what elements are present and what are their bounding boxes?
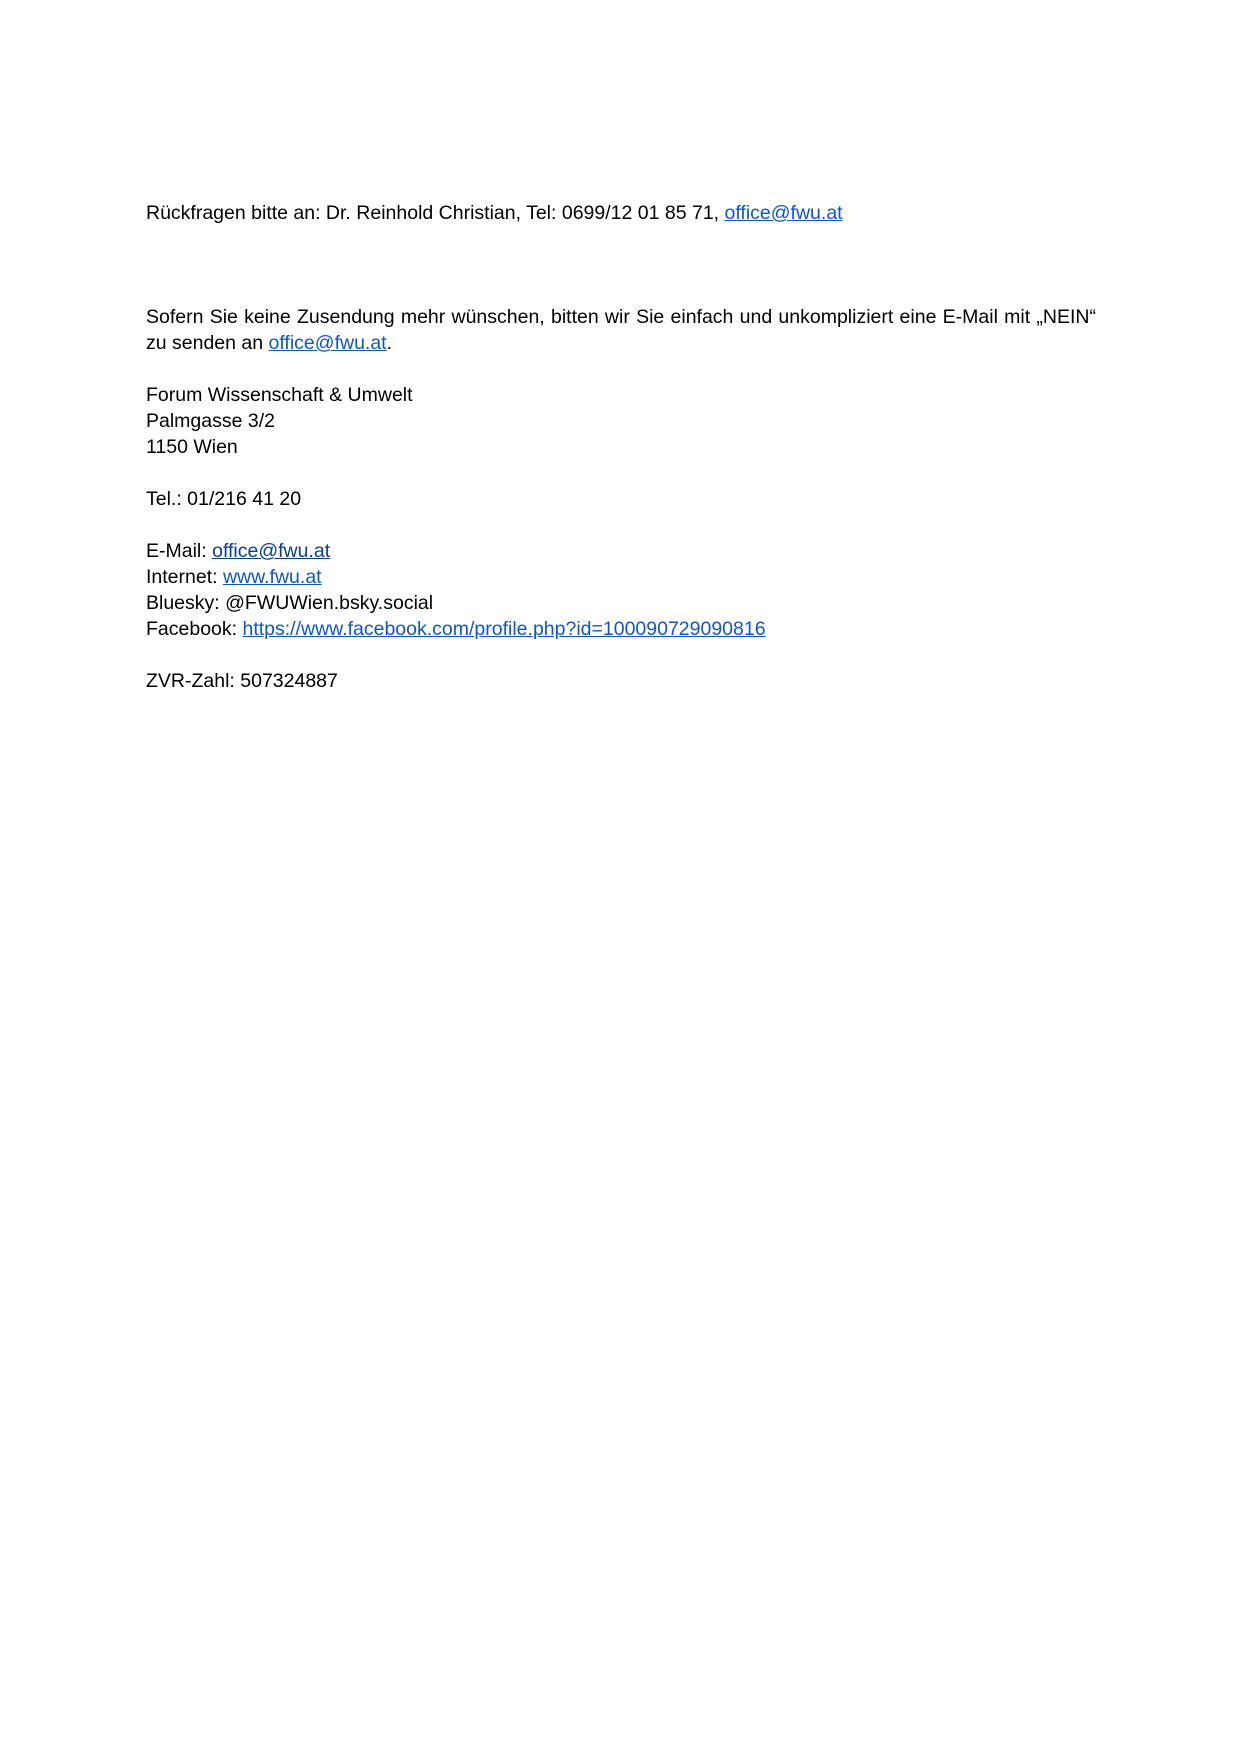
city-address: 1150 Wien (146, 436, 238, 458)
contact-question-text: Rückfragen bitte an: Dr. Reinhold Christian, Tel: 0699/12 01 85 71, (146, 202, 725, 224)
bluesky-label: Bluesky: (146, 592, 226, 614)
unsubscribe-text-part1: Sofern Sie keine Zusendung mehr wünschen, bitten wir Sie einfach und unkompliziert eine E-Mail mit „NEIN“ zu senden an (146, 306, 1096, 354)
spacer (146, 252, 1096, 304)
unsubscribe-email-link[interactable]: office@fwu.at (268, 332, 387, 354)
street-address: Palmgasse 3/2 (146, 410, 275, 432)
phone-line: Tel.: 01/216 41 20 (146, 488, 302, 510)
zvr-block (146, 668, 1096, 694)
document-body (146, 200, 1096, 720)
unsubscribe-text-part2: . (386, 332, 393, 354)
facebook-link[interactable]: https://www.facebook.com/profile.php?id=100090729090816 (242, 618, 766, 640)
address-block (146, 382, 1096, 460)
internet-label: Internet: (146, 566, 223, 588)
bluesky-handle: @FWUWien.bsky.social (225, 592, 434, 614)
facebook-label: Facebook: (146, 618, 243, 640)
bluesky-line (146, 590, 1096, 616)
unsubscribe-paragraph (146, 304, 1096, 356)
contact-email-link[interactable]: office@fwu.at (724, 202, 843, 224)
website-link[interactable]: www.fwu.at (222, 566, 322, 588)
facebook-line (146, 616, 1096, 642)
email-label: E-Mail: (146, 540, 213, 562)
contact-question-paragraph (146, 200, 1096, 226)
organisation-name: Forum Wissenschaft & Umwelt (146, 384, 413, 406)
phone-block (146, 486, 1096, 512)
internet-line (146, 564, 1096, 590)
contacts-block (146, 538, 1096, 642)
email-link[interactable]: office@fwu.at (212, 540, 331, 562)
zvr-line: ZVR-Zahl: 507324887 (146, 670, 338, 692)
email-line (146, 538, 1096, 564)
